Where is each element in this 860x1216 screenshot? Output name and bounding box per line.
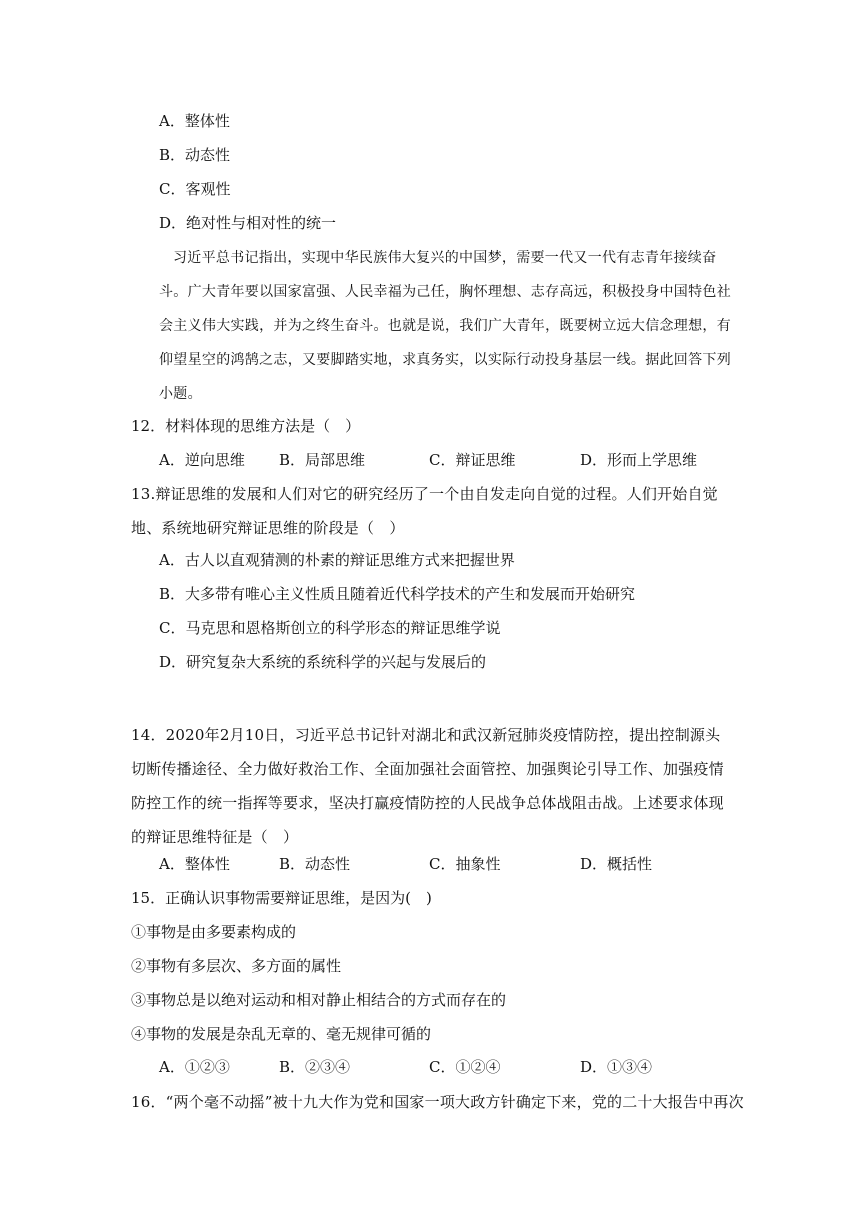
q14-option-c: C．抽象性 [429, 855, 501, 873]
q15-statement-3: ③事物总是以绝对运动和相对静止相结合的方式而存在的 [131, 991, 507, 1009]
q12-option-c: C．辩证思维 [429, 451, 516, 469]
q14-option-b: B．动态性 [279, 855, 351, 873]
q12-stem: 12．材料体现的思维方法是（ ） [131, 417, 361, 435]
prev-option-b: B．动态性 [159, 146, 231, 164]
q15-options [159, 1057, 759, 1077]
prev-option-c: C．客观性 [159, 180, 231, 198]
q16-stem: 16．“两个毫不动摇”被十九大作为党和国家一项大政方针确定下来，党的二十大报告中再次 [131, 1093, 744, 1111]
q12-option-a: A．逆向思维 [159, 451, 245, 469]
prev-option-d: D．绝对性与相对性的统一 [159, 214, 337, 232]
q13-option-a: A．古人以直观猜测的朴素的辩证思维方式来把握世界 [159, 551, 515, 569]
q15-option-d: D．①③④ [580, 1058, 653, 1076]
material-paragraph: 习近平总书记指出，实现中华民族伟大复兴的中国梦，需要一代又一代有志青年接续奋斗。广大青年要以国家富强、人民幸福为己任，胸怀理想、志存高远，积极投身中国特色社会主义伟大实践，并为之终生奋斗。也就是说，我们广大青年，既要树立远大信念理想，有仰望星空的鸿鹄之志，又要脚踏实地，求真务实，以实际行动投身基层一线。据此回答下列小题。 [159, 250, 731, 402]
q15-option-a: A．①②③ [159, 1058, 230, 1076]
prev-option-a: A．整体性 [159, 112, 230, 130]
q14-stem: 14．2020年2月10日，习近平总书记针对湖北和武汉新冠肺炎疫情防控，提出控制源头切断传播途径、全力做好救治工作、全面加强社会面管控、加强舆论引导工作、加强疫情防控工作的统一指挥等要求，坚决打赢疫情防控的人民战争总体战阻击战。上述要求体现的辩证思维特征是（ ） [131, 726, 724, 846]
q15-option-b: B．②③④ [279, 1058, 351, 1076]
q14-option-d: D．概括性 [580, 855, 653, 873]
q14-options [159, 854, 759, 874]
q14-option-a: A．整体性 [159, 855, 230, 873]
q13-stem: 13.辩证思维的发展和人们对它的研究经历了一个由自发走向自觉的过程。人们开始自觉地、系统地研究辩证思维的阶段是（ ） [131, 485, 718, 537]
q12-options [159, 450, 759, 470]
q15-stem: 15．正确认识事物需要辩证思维，是因为( ) [131, 889, 432, 907]
q13-option-d: D．研究复杂大系统的系统科学的兴起与发展后的 [159, 653, 487, 671]
q12-option-b: B．局部思维 [279, 451, 366, 469]
q15-statement-1: ①事物是由多要素构成的 [131, 923, 297, 941]
q13-option-c: C．马克思和恩格斯创立的科学形态的辩证思维学说 [159, 619, 501, 637]
q15-statement-4: ④事物的发展是杂乱无章的、毫无规律可循的 [131, 1025, 432, 1043]
q12-option-d: D．形而上学思维 [580, 451, 698, 469]
q15-statement-2: ②事物有多层次、多方面的属性 [131, 957, 342, 975]
q13-option-b: B．大多带有唯心主义性质且随着近代科学技术的产生和发展而开始研究 [159, 585, 636, 603]
q15-option-c: C．①②④ [429, 1058, 501, 1076]
